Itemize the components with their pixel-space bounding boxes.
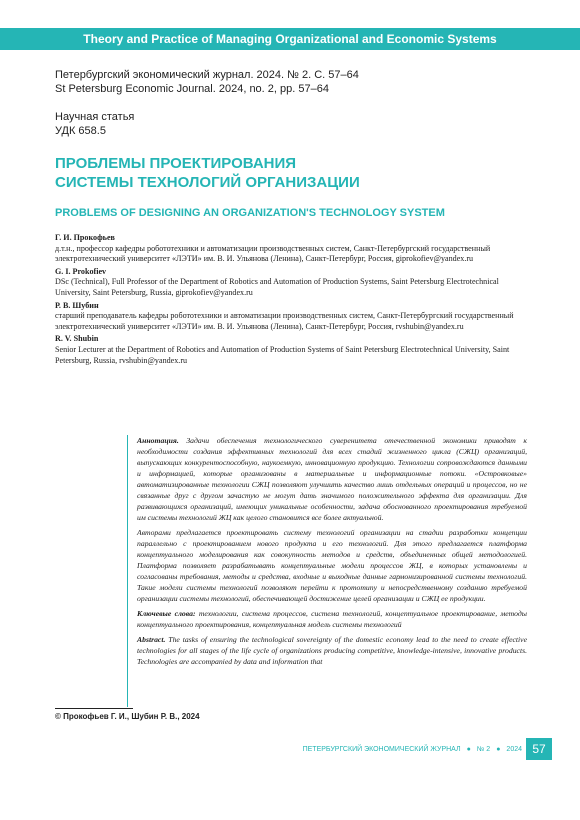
author-info: старший преподаватель кафедры робототехники и автоматизации производственных систем, Санкт-Петербургский государственный электротехнический университет «ЛЭТИ» им. В. И. Ульянова (Ленина), Санкт-Петербург, Россия, rvshubin@yandex.ru (55, 311, 514, 331)
author-name: G. I. Prokofiev (55, 266, 107, 276)
article-type: Научная статья (55, 111, 135, 123)
title-ru (55, 154, 525, 192)
abstract-en-label: Abstract. (137, 635, 166, 644)
journal-citation (55, 68, 359, 96)
title-en: PROBLEMS OF DESIGNING AN ORGANIZATION'S TECHNOLOGY SYSTEM (55, 207, 445, 219)
title-ru-line1: ПРОБЛЕМЫ ПРОЕКТИРОВАНИЯ (55, 155, 297, 172)
author-entry (55, 301, 525, 333)
author-info: д.т.н., профессор кафедры робототехники и автоматизации производственных систем, Санкт-Петербургский государственный электротехнический университет «ЛЭТИ» им. В. И. Ульянова (Ленина), Санкт-Петербург, Россия, giprokofiev@yandex.ru (55, 243, 491, 264)
footer-year: 2024 (506, 745, 522, 753)
author-name: Р. В. Шубин (55, 300, 99, 310)
abstract-ru-text-2: Авторами предлагается проектировать систему технологий организации на стадии разработки концепции параллельно с проектированием нового продукта и его технологий. Для этого предлагается платформа концептуального моделирования как совокупность методов и средств, объединенных общей методологией. Платформа позволяет разрабатывать концептуальные модели процессов ЖЦ, в которых установлены и согласованы требования, методы и средства, входные и выходные данные гармонизированной системы технологий. Такие модели системы технологий позволяют перейти к прототипу и непосредственному созданию требуемой организации системы технологий, обеспечивающей достижение целей организации и СЖЦ ее продукции. (137, 528, 527, 603)
abstract-block (127, 435, 527, 707)
author-info: Senior Lecturer at the Department of Robotics and Automation of Production Systems of Saint Petersburg Electrotechnical University, Saint Petersburg, Russia, rvshubin@yandex.ru (55, 344, 510, 365)
keywords-label: Ключевые слова: (137, 609, 196, 618)
abstract-en-paragraph (137, 634, 527, 667)
author-name: Г. И. Прокофьев (55, 233, 115, 242)
copyright-note: © Прокофьев Г. И., Шубин Р. В., 2024 (55, 712, 200, 721)
abstract-ru-label: Аннотация. (137, 436, 179, 445)
abstract-ru-text-1: Задачи обеспечения технологического суверенитета отечественной экономики приводят к необходимости создания эффективных технологий для всех стадий жизненного цикла (СЖЦ) организаций, выпускающих конкурентоспособную, наукоемкую, инновационную продукцию. Технологии сопровождаются данными и информацией, которые организованы в материальные и информационные потоки. «Островковые» автоматизированные технологии СЖЦ позволяют улучшить качество лишь отдельных операций и процессов, но не связанные друг с другом зачастую не могут дать значимого положительного эффекта для организации. Для развивающихся организаций, имеющих уникальные особенности, задача обоснованного проектирования требуемой им системы технологий ЖЦ как целого становится все более актуальной. (137, 436, 527, 522)
author-entry (55, 233, 525, 265)
page-footer (303, 742, 522, 756)
author-entry (55, 334, 525, 366)
keywords-text: технологии, система процессов, система технологий, концептуальное проектирование, методы концептуального проектирования, концептуальная модель системы технологий (137, 609, 527, 629)
author-name: R. V. Shubin (55, 334, 99, 344)
page-number: 57 (526, 738, 552, 760)
footer-dot-icon: ● (466, 745, 471, 753)
udc-code: УДК 658.5 (55, 125, 106, 137)
abstract-ru-paragraph-2 (137, 527, 527, 604)
footnote-divider (55, 708, 133, 709)
keywords-paragraph (137, 608, 527, 630)
article-meta (55, 110, 134, 138)
author-info: DSc (Technical), Full Professor of the Department of Robotics and Automation of Production Systems, Saint Petersburg Electrotechnical University, Saint Petersburg, Russia, giprokofiev@yandex.ru (55, 277, 499, 297)
footer-issue: № 2 (476, 745, 491, 753)
title-ru-line2: СИСТЕМЫ ТЕХНОЛОГИЙ ОРГАНИЗАЦИИ (55, 174, 360, 191)
citation-ru: Петербургский экономический журнал. 2024. № 2. С. 57–64 (55, 69, 359, 81)
abstract-en-text: The tasks of ensuring the technological sovereignty of the domestic economy lead to the need to create effective technologies for all stages of the life cycle of organizations producing competitive, knowledge-intensive, innovative products. Technologies are accompanied by data and information that (137, 635, 527, 666)
authors-list (55, 233, 525, 368)
abstract-ru-paragraph (137, 435, 527, 523)
series-header (0, 28, 580, 50)
citation-en: St Petersburg Economic Journal. 2024, no. 2, pp. 57–64 (55, 83, 329, 95)
footer-journal-name: ПЕТЕРБУРГСКИЙ ЭКОНОМИЧЕСКИЙ ЖУРНАЛ (302, 745, 461, 753)
author-entry (55, 267, 525, 299)
footer-dot-icon: ● (496, 745, 501, 753)
series-title: Theory and Practice of Managing Organizational and Economic Systems (83, 32, 497, 46)
